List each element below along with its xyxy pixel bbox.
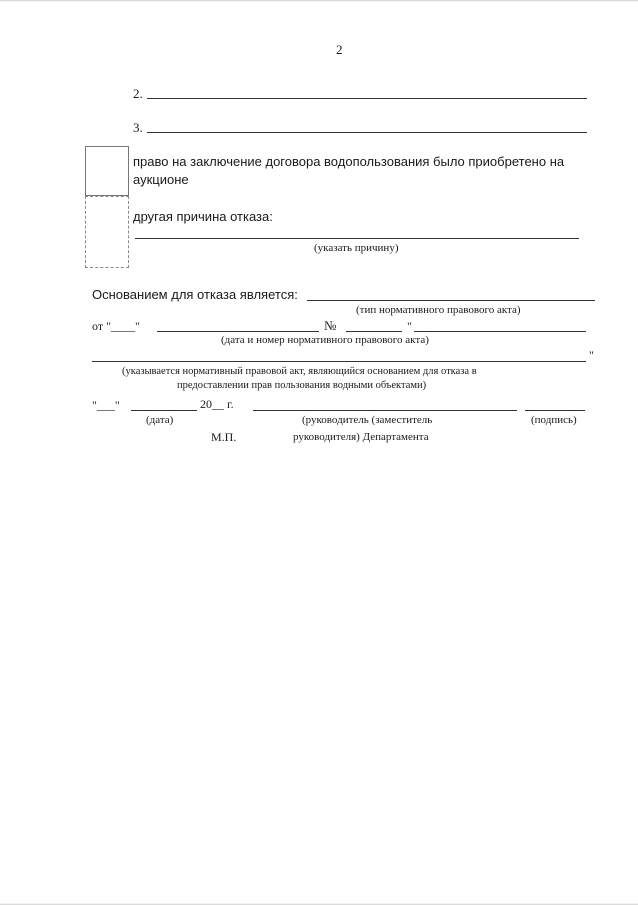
page-number: 2	[336, 42, 343, 57]
year-text: 20__ г.	[200, 397, 234, 411]
auction-reason-line1: право на заключение договора водопользования было приобретено на	[133, 154, 565, 169]
act-name-line	[414, 331, 586, 332]
closing-quote: "	[589, 348, 594, 362]
list-item-number: 3.	[133, 120, 143, 135]
list-item-line	[147, 98, 587, 99]
quote-mark: "	[407, 319, 412, 333]
date-prefix: "___"	[92, 398, 120, 412]
basis-line	[307, 300, 595, 301]
act-date-line	[157, 331, 319, 332]
act-hint-line1: (указывается нормативный правовой акт, являющийся основанием для отказа в	[122, 366, 477, 377]
other-reason-line	[135, 238, 579, 239]
head-hint-line2: руководителя) Департамента	[293, 431, 429, 443]
other-reason-checkbox[interactable]	[85, 196, 129, 268]
signature-line	[525, 410, 585, 411]
act-type-hint: (тип нормативного правового акта)	[356, 304, 521, 316]
from-label: от "____"	[92, 319, 140, 333]
act-number-line	[346, 331, 402, 332]
auction-reason-line2: аукционе	[133, 172, 189, 187]
other-reason-label: другая причина отказа:	[133, 209, 273, 224]
stamp-label: М.П.	[211, 430, 237, 444]
sign-hint: (подпись)	[531, 414, 577, 426]
list-item-line	[147, 132, 587, 133]
scan-edge-top	[0, 0, 638, 2]
act-hint-line2: предоставлении прав пользования водными объектами)	[177, 380, 427, 391]
other-reason-hint: (указать причину)	[314, 242, 399, 254]
act-full-name-line	[92, 361, 586, 362]
date-number-hint: (дата и номер нормативного правового акта)	[221, 334, 429, 346]
date-hint: (дата)	[146, 414, 174, 426]
basis-label: Основанием для отказа является:	[92, 287, 298, 302]
head-hint-line1: (руководитель (заместитель	[302, 414, 433, 426]
auction-checkbox[interactable]	[85, 146, 129, 196]
head-name-line	[253, 410, 517, 411]
number-label: №	[324, 318, 337, 333]
list-item-number: 2.	[133, 86, 143, 101]
month-line	[131, 410, 197, 411]
